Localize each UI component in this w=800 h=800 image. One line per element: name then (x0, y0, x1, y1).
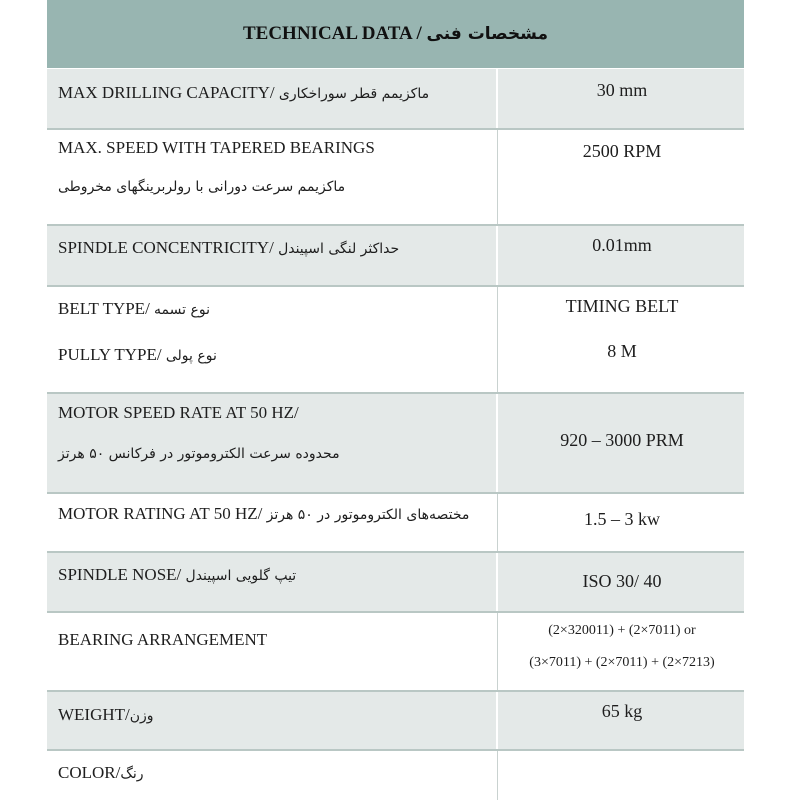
value-text: 2500 RPM (582, 141, 662, 161)
label2-en: PULLY TYPE/ (58, 345, 162, 364)
label-line-2 (58, 345, 217, 366)
label-cell (47, 69, 498, 128)
label-fa: محدوده سرعت الکتروموتور در فرکانس ۵۰ هرتز (58, 446, 340, 462)
value-text: (2×320011) + (2×7011) or (548, 623, 696, 638)
label-fa: وزن (129, 708, 154, 724)
value-cell (500, 751, 744, 800)
label-en: SPINDLE CONCENTRICITY/ (58, 238, 274, 257)
value-text: 65 kg (601, 701, 643, 721)
label-en: COLOR/ (58, 763, 121, 782)
row-spindle-concentricity (47, 226, 744, 285)
label-fa: رنگ (120, 766, 144, 782)
value-text-2: 8 M (607, 341, 637, 361)
label-cell (47, 751, 498, 800)
header-title-fa: مشخصات فنی (426, 24, 548, 44)
value-text-2: (3×7011) + (2×7011) + (2×7213) (529, 655, 715, 670)
row-motor-rating (47, 494, 744, 551)
label-fa: نوع تسمه (154, 302, 210, 318)
value-cell (500, 553, 744, 611)
value-cell (500, 692, 744, 749)
label-fa: تیپ گلویی اسپیندل (185, 568, 297, 584)
label-en: MOTOR SPEED RATE AT 50 HZ/ (58, 403, 299, 422)
value-text: 0.01mm (592, 235, 652, 255)
label-fa: ماکزیمم سرعت دورانی با رولربرینگهای مخروطی (58, 179, 346, 195)
label-cell (47, 287, 498, 392)
label-line (58, 83, 429, 104)
row-max-speed (47, 130, 744, 224)
value-text: 1.5 – 3 kw (584, 509, 660, 529)
label-en: MAX DRILLING CAPACITY/ (58, 83, 275, 102)
label-en: SPINDLE NOSE/ (58, 565, 182, 584)
label-en: WEIGHT/ (58, 705, 130, 724)
value-cell (500, 613, 744, 690)
row-belt-pully-type (47, 287, 744, 392)
row-color (47, 751, 744, 800)
label-cell (47, 494, 498, 551)
row-max-drilling-capacity (47, 69, 744, 128)
label-cell (47, 613, 498, 690)
value-text: TIMING BELT (565, 296, 679, 316)
technical-data-table (47, 0, 744, 800)
value-text: ISO 30/ 40 (582, 571, 662, 591)
label-line (58, 763, 144, 784)
value-text: 30 mm (596, 80, 648, 100)
label-en: MOTOR RATING AT 50 HZ/ (58, 504, 263, 523)
label-cell (47, 130, 498, 224)
label-cell (47, 692, 498, 749)
row-weight (47, 692, 744, 749)
label-fa: مختصه‌های الکتروموتور در ۵۰ هرتز (266, 507, 470, 523)
label-en: BEARING ARRANGEMENT (58, 630, 268, 649)
value-text: 920 – 3000 PRM (560, 430, 684, 450)
label-cell (47, 394, 498, 492)
table-header (47, 0, 744, 68)
header-title-en: TECHNICAL DATA / (242, 23, 422, 44)
row-motor-speed-rate (47, 394, 744, 492)
label-line (58, 299, 210, 320)
value-cell (500, 287, 744, 392)
value-cell (500, 226, 744, 285)
value-cell (500, 69, 744, 128)
label-en: MAX. SPEED WITH TAPERED BEARINGS (58, 138, 375, 157)
label-line (58, 504, 469, 525)
label-line (58, 565, 296, 586)
label-fa: ماکزیمم قطر سوراخکاری (278, 86, 430, 102)
label2-fa: نوع پولی (165, 348, 217, 364)
label-line (58, 238, 399, 259)
value-cell (500, 494, 744, 551)
label-fa: حداکثر لنگی اسپیندل (278, 241, 400, 257)
label-en: BELT TYPE/ (58, 299, 150, 318)
label-cell (47, 553, 498, 611)
row-spindle-nose (47, 553, 744, 611)
value-cell (500, 130, 744, 224)
label-line (58, 705, 154, 726)
value-cell (500, 394, 744, 492)
label-cell (47, 226, 498, 285)
row-bearing-arrangement (47, 613, 744, 690)
